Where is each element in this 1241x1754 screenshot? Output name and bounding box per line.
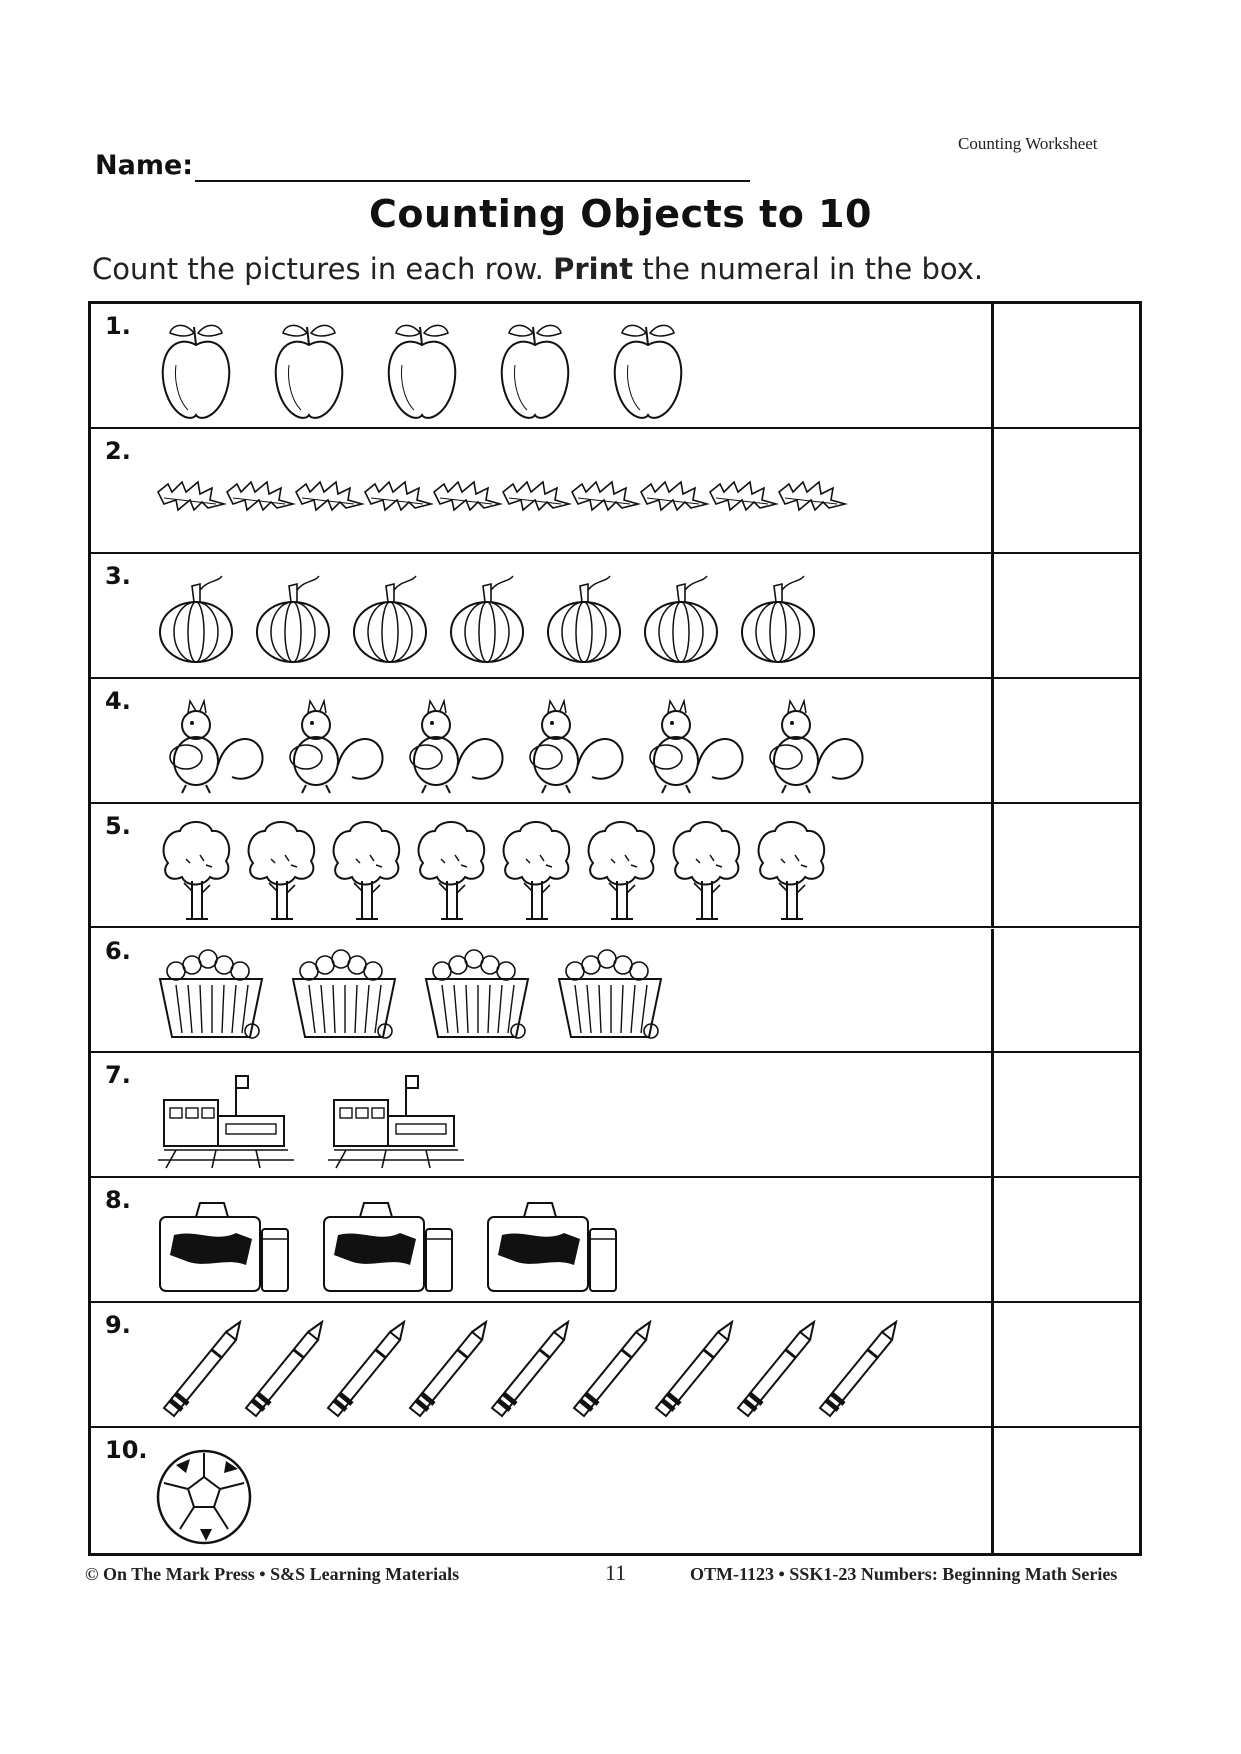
tree-icon xyxy=(326,815,406,925)
instruction-bold: Print xyxy=(553,252,634,286)
crayon-icon xyxy=(648,1320,738,1420)
answer-box[interactable] xyxy=(991,1053,1142,1176)
apple-basket-icon xyxy=(555,945,665,1045)
crayon-icon xyxy=(566,1320,656,1420)
holly-leaf-icon xyxy=(570,470,640,520)
answer-box[interactable] xyxy=(991,554,1142,677)
pumpkin-icon xyxy=(738,570,818,670)
row-number: 10. xyxy=(105,1436,148,1465)
tree-icon xyxy=(241,815,321,925)
holly-leaf-icon xyxy=(156,470,226,520)
worksheet-row xyxy=(91,1428,1139,1553)
row-pictures xyxy=(156,1061,976,1173)
answer-box[interactable] xyxy=(991,1178,1142,1301)
name-field-line[interactable] xyxy=(195,180,750,182)
apple-basket-icon xyxy=(289,945,399,1045)
pumpkin-icon xyxy=(447,570,527,670)
worksheet-row xyxy=(91,929,1139,1054)
squirrel-icon xyxy=(276,695,386,795)
tree-icon xyxy=(751,815,831,925)
holly-leaf-icon xyxy=(708,470,778,520)
tree-icon xyxy=(156,815,236,925)
tree-icon xyxy=(411,815,491,925)
apple-icon xyxy=(608,315,688,425)
apple-icon xyxy=(269,315,349,425)
row-pictures xyxy=(156,1186,976,1298)
squirrel-icon xyxy=(756,695,866,795)
row-number: 2. xyxy=(105,436,131,465)
answer-box[interactable] xyxy=(991,304,1142,427)
row-number: 4. xyxy=(105,686,131,715)
lunchbox-icon xyxy=(156,1195,296,1295)
crayon-icon xyxy=(812,1320,902,1420)
pumpkin-icon xyxy=(350,570,430,670)
holly-leaf-icon xyxy=(432,470,502,520)
holly-leaf-icon xyxy=(363,470,433,520)
apple-icon xyxy=(156,315,236,425)
answer-box[interactable] xyxy=(991,1428,1142,1553)
apple-basket-icon xyxy=(156,945,266,1045)
worksheet-row xyxy=(91,1178,1139,1303)
apple-icon xyxy=(382,315,462,425)
squirrel-icon xyxy=(396,695,506,795)
school-icon xyxy=(156,1070,296,1170)
row-number: 5. xyxy=(105,811,131,840)
pumpkin-icon xyxy=(156,570,236,670)
school-icon xyxy=(326,1070,466,1170)
row-number: 7. xyxy=(105,1061,131,1090)
worksheet-row xyxy=(91,429,1139,554)
answer-box[interactable] xyxy=(991,929,1142,1052)
page-title: Counting Objects to 10 xyxy=(369,192,872,236)
answer-box[interactable] xyxy=(991,429,1142,552)
crayon-icon xyxy=(238,1320,328,1420)
crayon-icon xyxy=(320,1320,410,1420)
worksheet-row xyxy=(91,1053,1139,1178)
row-pictures xyxy=(156,937,976,1049)
holly-leaf-icon xyxy=(294,470,364,520)
row-number: 8. xyxy=(105,1186,131,1215)
counting-table xyxy=(88,301,1142,1556)
corner-label: Counting Worksheet xyxy=(958,134,1098,153)
tree-icon xyxy=(496,815,576,925)
crayon-icon xyxy=(730,1320,820,1420)
row-number: 6. xyxy=(105,936,131,965)
lunchbox-icon xyxy=(320,1195,460,1295)
worksheet-row xyxy=(91,804,1139,929)
soccer-ball-icon xyxy=(156,1445,256,1545)
worksheet-row xyxy=(91,679,1139,804)
crayon-icon xyxy=(402,1320,492,1420)
page-number: 11 xyxy=(605,1560,627,1585)
crayon-icon xyxy=(156,1320,246,1420)
crayon-icon xyxy=(484,1320,574,1420)
instruction-prefix: Count the pictures in each row. xyxy=(92,252,544,286)
tree-icon xyxy=(581,815,661,925)
answer-box[interactable] xyxy=(991,1303,1142,1426)
row-number: 1. xyxy=(105,312,131,340)
row-pictures xyxy=(156,437,976,549)
pumpkin-icon xyxy=(641,570,721,670)
holly-leaf-icon xyxy=(501,470,571,520)
instruction-suffix: the numeral in the box. xyxy=(642,252,984,286)
row-pictures xyxy=(156,1436,976,1548)
answer-box[interactable] xyxy=(991,679,1142,802)
pumpkin-icon xyxy=(544,570,624,670)
worksheet-row xyxy=(91,554,1139,679)
footer-publisher: © On The Mark Press • S&S Learning Materials xyxy=(85,1564,460,1584)
apple-basket-icon xyxy=(422,945,532,1045)
squirrel-icon xyxy=(156,695,266,795)
row-pictures xyxy=(156,812,976,924)
row-number: 3. xyxy=(105,561,131,590)
answer-box[interactable] xyxy=(991,804,1142,927)
holly-leaf-icon xyxy=(225,470,295,520)
name-label: Name: xyxy=(95,150,194,181)
row-pictures xyxy=(156,562,976,674)
worksheet-row xyxy=(91,1303,1139,1428)
row-pictures xyxy=(156,1311,976,1423)
holly-leaf-icon xyxy=(639,470,709,520)
holly-leaf-icon xyxy=(777,470,847,520)
row-number: 9. xyxy=(105,1311,131,1340)
pumpkin-icon xyxy=(253,570,333,670)
squirrel-icon xyxy=(636,695,746,795)
worksheet-row xyxy=(91,304,1139,429)
apple-icon xyxy=(495,315,575,425)
squirrel-icon xyxy=(516,695,626,795)
row-pictures xyxy=(156,687,976,799)
row-pictures xyxy=(156,312,976,424)
instructions xyxy=(92,252,983,286)
lunchbox-icon xyxy=(484,1195,624,1295)
footer-series: OTM-1123 • SSK1-23 Numbers: Beginning Math Series xyxy=(690,1564,1118,1584)
tree-icon xyxy=(666,815,746,925)
